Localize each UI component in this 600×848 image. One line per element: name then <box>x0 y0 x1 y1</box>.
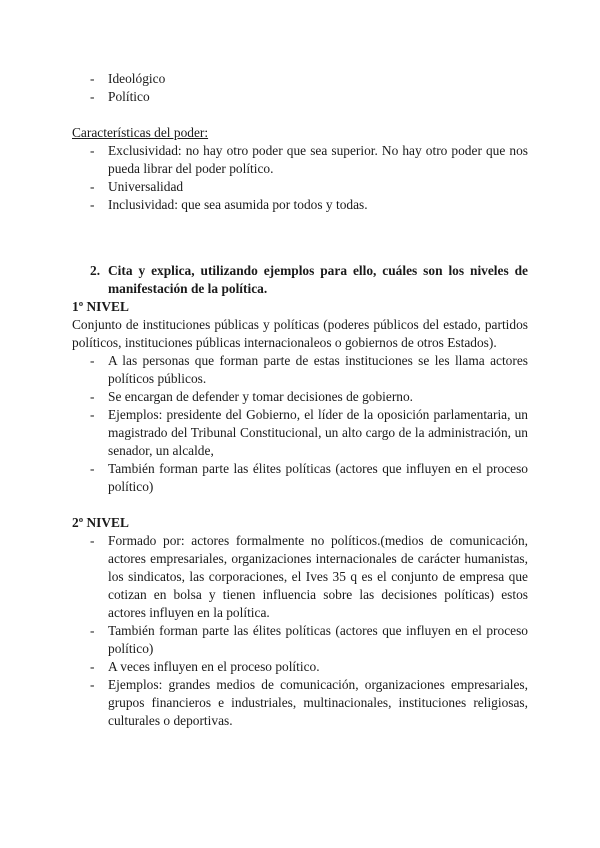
list-item: - Ejemplos: grandes medios de comunicación, organizaciones empresariales, grupos financieros e industriales, multinacionales, instituciones religiosas, culturales o deportivas. <box>108 676 528 730</box>
list-item: - A veces influyen en el proceso político. <box>108 658 528 676</box>
list-item: - Inclusividad: que sea asumida por todos y todas. <box>108 196 528 214</box>
list-item: - Se encargan de defender y tomar decisiones de gobierno. <box>108 388 528 406</box>
list-item: - También forman parte las élites políticas (actores que influyen en el proceso político) <box>108 622 528 658</box>
question-text: Cita y explica, utilizando ejemplos para ello, cuáles son los niveles de manifestación de la política. <box>108 263 528 296</box>
list-item: - Ideológico <box>108 70 528 88</box>
caracteristicas-list <box>72 142 528 214</box>
list-item: - Político <box>108 88 528 106</box>
question-2 <box>72 262 528 298</box>
nivel1-list <box>72 352 528 496</box>
list-item: - Universalidad <box>108 178 528 196</box>
nivel1-intro: Conjunto de instituciones públicas y políticas (poderes públicos del estado, partidos políticos, instituciones públicas internacionaleos o gobiernos de otros Estados). <box>72 317 528 350</box>
list-item: - Exclusividad: no hay otro poder que sea superior. No hay otro poder que nos pueda librar del poder político. <box>108 142 528 178</box>
list-item: - Ejemplos: presidente del Gobierno, el líder de la oposición parlamentaria, un magistrado del Tribunal Constitucional, un alto cargo de la administración, un senador, un alcalde, <box>108 406 528 460</box>
nivel2-heading: 2º NIVEL <box>72 515 129 530</box>
list-item: - A las personas que forman parte de estas instituciones se les llama actores políticos públicos. <box>108 352 528 388</box>
top-list <box>72 70 528 106</box>
nivel1-heading: 1º NIVEL <box>72 299 129 314</box>
list-item: - Formado por: actores formalmente no políticos.(medios de comunicación, actores empresariales, organizaciones internacionales de carácter humanistas, los sindicatos, las corporaciones, el Ives 35 q es el conjunto de empresa que cotizan en bolsa y tienen influencia sobre las decisiones políticas) estos actores influyen en la política. <box>108 532 528 622</box>
question-number: 2. <box>90 263 101 278</box>
document-page <box>72 70 528 730</box>
list-item: - También forman parte las élites políticas (actores que influyen en el proceso político) <box>108 460 528 496</box>
nivel2-list <box>72 532 528 730</box>
caracteristicas-heading: Características del poder: <box>72 125 209 140</box>
